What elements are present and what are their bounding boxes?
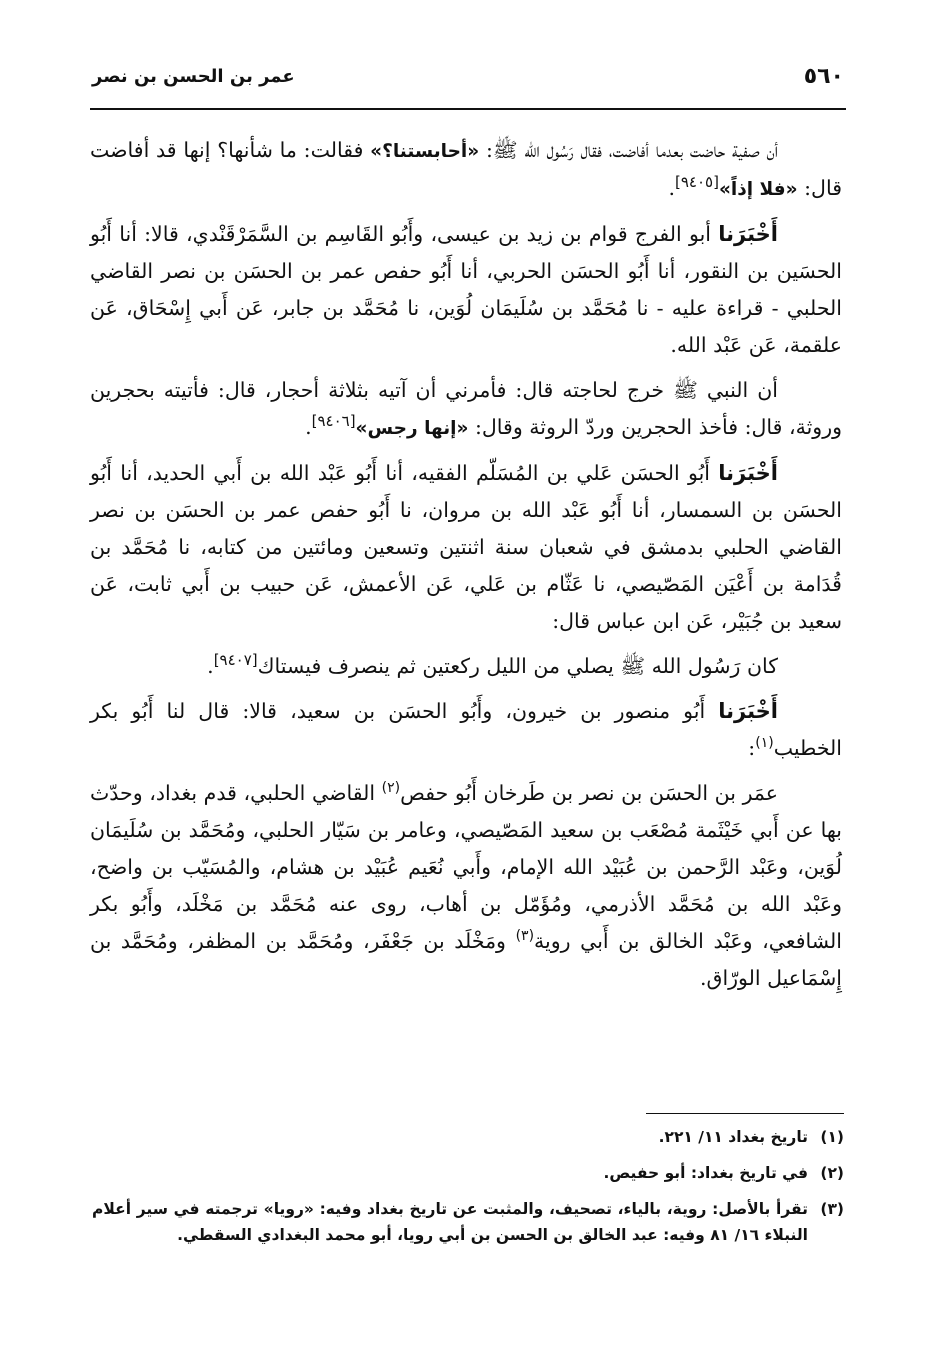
hadith-number: [٩٤٠٧] xyxy=(213,651,258,670)
paragraph-hadith-siwak xyxy=(90,648,842,685)
footnote-marker[interactable]: (١) xyxy=(755,735,774,752)
akhbarana-keyword: أَخْبَرَنا xyxy=(718,222,778,246)
running-title: عمر بن الحسن بن نصر xyxy=(92,66,295,87)
text-segment: القاضي الحلبي، قدم بغداد، وحدّث بها عن أَبي خَيْثَمة مُصْعَب بن سعيد المَصّيصي، وعامر بن سَيّار الحلبي، ومُحَمَّد بن سُلَيمَان لُوَين، وعَبْد الرَّحمن بن عُبَيْد الله الإمام، وأَبي نُعَيم عُبَيْد بن هشام، والمُسَيّب بن واضح، وعَبْد الله بن مُحَمَّد الأذرمي، ومُؤَمّل بن أهاب، روى عنه مُحَمَّد بن مَخْلَد، وأَبُو بكر الشافعي، وعَبْد الخالق بن أَبي روية xyxy=(90,781,842,953)
footnote-text: في تاريخ بغداد: أبو حفيص. xyxy=(603,1164,808,1182)
header-rule xyxy=(90,108,846,110)
footnote-text: تاريخ بغداد ١١/ ٢٢١. xyxy=(658,1128,808,1146)
footnote-rule xyxy=(646,1113,844,1114)
hadith-number: [٩٤٠٦] xyxy=(311,412,356,431)
footnote-item xyxy=(92,1196,844,1248)
akhbarana-keyword: أَخْبَرَنا xyxy=(718,699,778,723)
footnote-number: (٢) xyxy=(820,1164,844,1182)
footnote-number: (٣) xyxy=(820,1200,844,1218)
text-segment: ومَخْلَد بن جَعْفَر، ومُحَمَّد بن المظفر، ومُحَمَّد بن إِسْمَاعيل الورّاق. xyxy=(90,929,842,990)
hadith-quote: «أحابستنا؟» xyxy=(370,141,480,162)
page-header xyxy=(92,62,844,102)
text-segment: أَبُو منصور بن خيرون، وأَبُو الحسَن بن سعيد، قالا: قال لنا أَبُو بكر الخطيب xyxy=(90,699,842,760)
footnote-text: تقرأ بالأصل: روية، بالياء، تصحيف، والمثبت عن تاريخ بغداد وفيه: «رويا» ترجمته في سير أعلام النبلاء ١٦/ ٨١ وفيه: عبد الخالق بن الحسن بن أبي رويا، أبو محمد البغدادي السقطي. xyxy=(92,1200,808,1244)
footnote-item xyxy=(92,1160,844,1186)
text-segment: عمَر بن الحسَن بن نصر بن طَرخان أَبُو حفص xyxy=(400,781,778,805)
text-segment: أن النبي ﷺ خرج لحاجته قال: فأمرني أن آتيه بثلاثة أحجار، قال: فأتيته بحجرين وروثة، قال: فأخذ الحجرين وردّ الروثة وقال: xyxy=(90,378,842,439)
text-segment: أن صفية حاضت بعدما أفاضت، فقال رَسُول الله ﷺ: xyxy=(479,138,778,162)
paragraph-isnad-2 xyxy=(90,455,842,640)
paragraph-isnad-1 xyxy=(90,216,842,364)
paragraph-isnad-3 xyxy=(90,693,842,767)
text-segment: . xyxy=(207,654,214,678)
footnote-marker[interactable]: (٢) xyxy=(381,780,401,797)
page-number: ٥٦٠ xyxy=(803,64,844,89)
hadith-number: [٩٤٠٥] xyxy=(674,173,719,192)
paragraph-biography xyxy=(90,775,842,997)
footnote-item xyxy=(92,1124,844,1150)
main-text xyxy=(90,132,842,1005)
footnote-number: (١) xyxy=(820,1128,844,1146)
text-segment: : xyxy=(748,736,756,760)
paragraph-hadith-safiyya xyxy=(90,132,842,208)
text-segment: أبو الفرج قوام بن زيد بن عيسى، وأَبُو القَاسِم بن السَّمَرْقَنْدي، قالا: أنا أَبُو الحسَين بن النقور، أنا أَبُو الحسَن الحربي، أنا أَبُو حفص عمر بن الحسَن بن نصر القاضي الحلبي - قراءة عليه - نا مُحَمَّد بن سُلَيمَان لُوَين، نا مُحَمَّد بن جابر، عَن أَبي إِسْحَاق، عَن علقمة، عَن عَبْد الله. xyxy=(90,222,842,357)
text-segment: . xyxy=(305,415,312,439)
hadith-quote: «إنها رجس» xyxy=(355,418,469,439)
hadith-quote: «فلا إذاً» xyxy=(718,179,798,200)
text-segment: فقالت: ما شأنها؟ إنها قد أفاضت قال: xyxy=(90,138,842,200)
akhbarana-keyword: أَخْبَرَنا xyxy=(718,461,778,485)
text-segment: . xyxy=(668,176,675,200)
footnote-marker[interactable]: (٣) xyxy=(515,928,535,945)
footnotes xyxy=(92,1124,844,1258)
text-segment: أَبُو الحسَن عَلي بن المُسَلّم الفقيه، أنا أَبُو عَبْد الله بن أَبي الحديد، أنا أَبُو الحسَن بن السمسار، أنا أَبُو عَبْد الله بن مروان، نا أَبُو حفص عمر بن الحسَن بن نصر القاضي الحلبي بدمشق في شعبان سنة اثنتين وتسعين ومائتين من كتابه، نا مُحَمَّد بن قُدَامة بن أَعْيَن المَصّيصي، نا عَثّام بن عَلي، عَن الأعمش، عَن حبيب بن أَبي ثابت، عَن سعيد بن جُبَيْر، عَن ابن عباس قال: xyxy=(90,461,842,633)
paragraph-hadith-stones xyxy=(90,372,842,447)
text-segment: كان رَسُول الله ﷺ يصلي من الليل ركعتين ثم ينصرف فيستاك xyxy=(257,654,778,678)
